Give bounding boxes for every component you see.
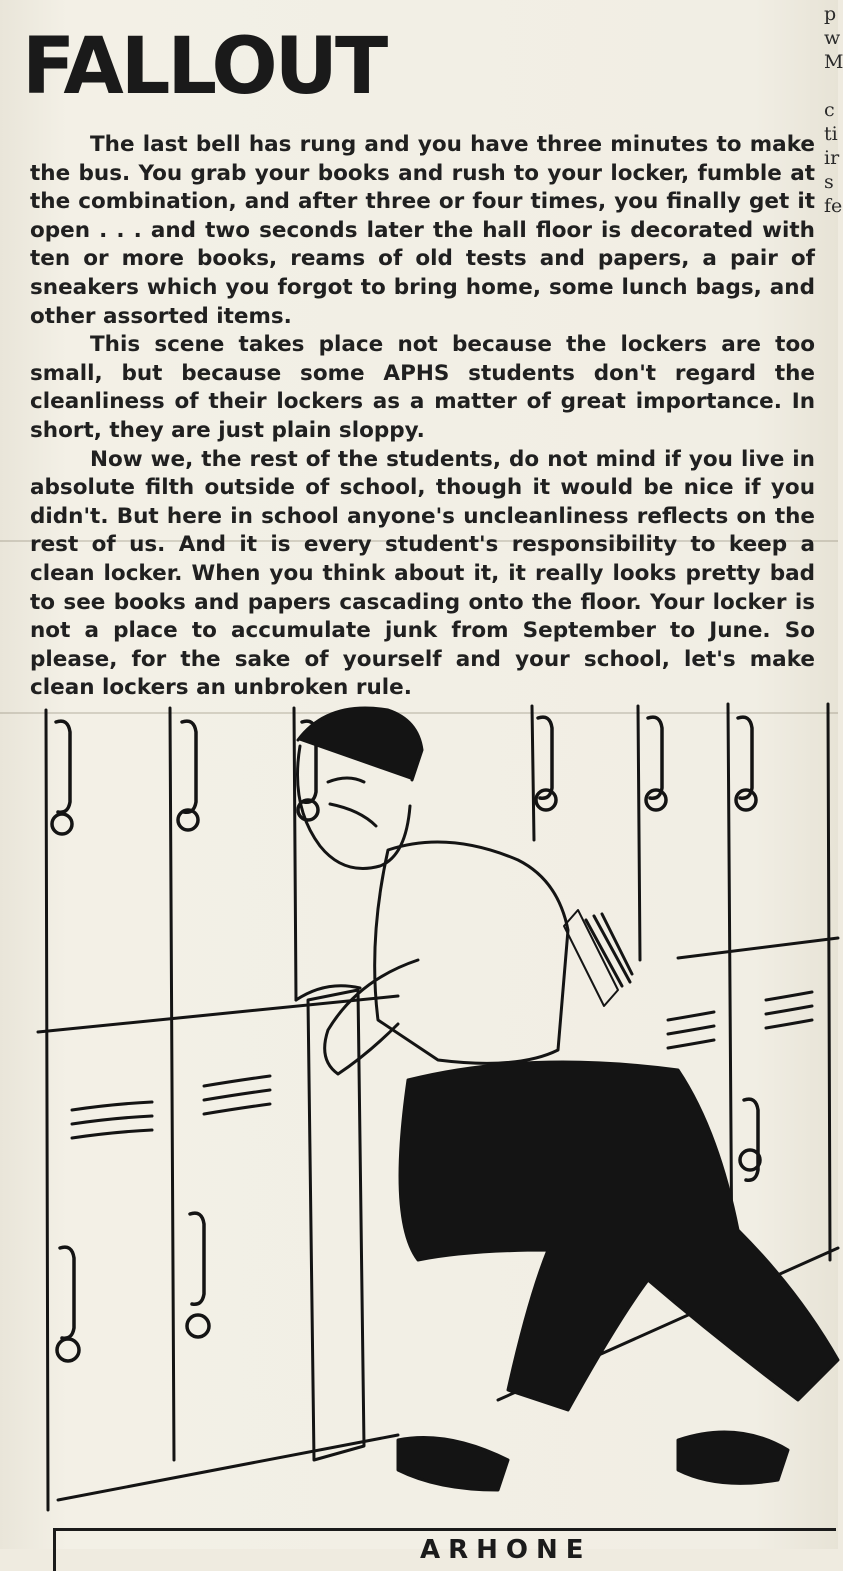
adjacent-column-line: c — [824, 99, 835, 121]
adjacent-column-line: ir — [824, 147, 840, 169]
adjacent-column-line: fe — [824, 195, 843, 217]
article-paragraph: Now we, the rest of the students, do not mind if you live in absolute filth outside of school, though it would be nice if you didn't. But here in school anyone's uncleanliness reflects on the rest of us. And it is every student's responsibility to keep a clean locker. When you think about it, it really looks pretty bad to see books and papers cascading onto the floor. Your locker is not a place to accumulate junk from September to June. So please, for the sake of yourself and your school, let's make clean lockers an unbroken rule. — [30, 446, 815, 701]
article-paragraph: This scene takes place not because the lockers are too small, but because some APHS students don't regard the cleanliness of their lockers as a matter of great importance. In short, they are just plain sloppy. — [30, 332, 815, 443]
open-locker-door — [296, 986, 364, 1460]
adjacent-column-line: M — [824, 51, 843, 73]
adjacent-column-line — [824, 74, 838, 98]
next-article-heading: ARHONE — [420, 1535, 592, 1565]
article-body — [30, 131, 815, 703]
student-figure — [298, 708, 839, 1490]
adjacent-column-line: p — [824, 3, 837, 25]
adjacent-column-line: w — [824, 27, 841, 49]
article-title: FALLOUT — [22, 22, 386, 112]
article-paragraph: The last bell has rung and you have three minutes to make the bus. You grab your books and rush to your locker, fumble at the combination, and after three or four times, you finally get it open . . . and two seconds later the hall floor is decorated with ten or more books, reams of old tests and papers, a pair of sneakers which you forgot to bring home, some lunch bags, and other assorted items. — [30, 132, 815, 329]
adjacent-column-line: ti — [824, 123, 838, 145]
adjacent-column-fragment — [824, 2, 843, 218]
adjacent-column-line: s — [824, 171, 834, 193]
locker-cartoon-illustration — [38, 700, 838, 1520]
